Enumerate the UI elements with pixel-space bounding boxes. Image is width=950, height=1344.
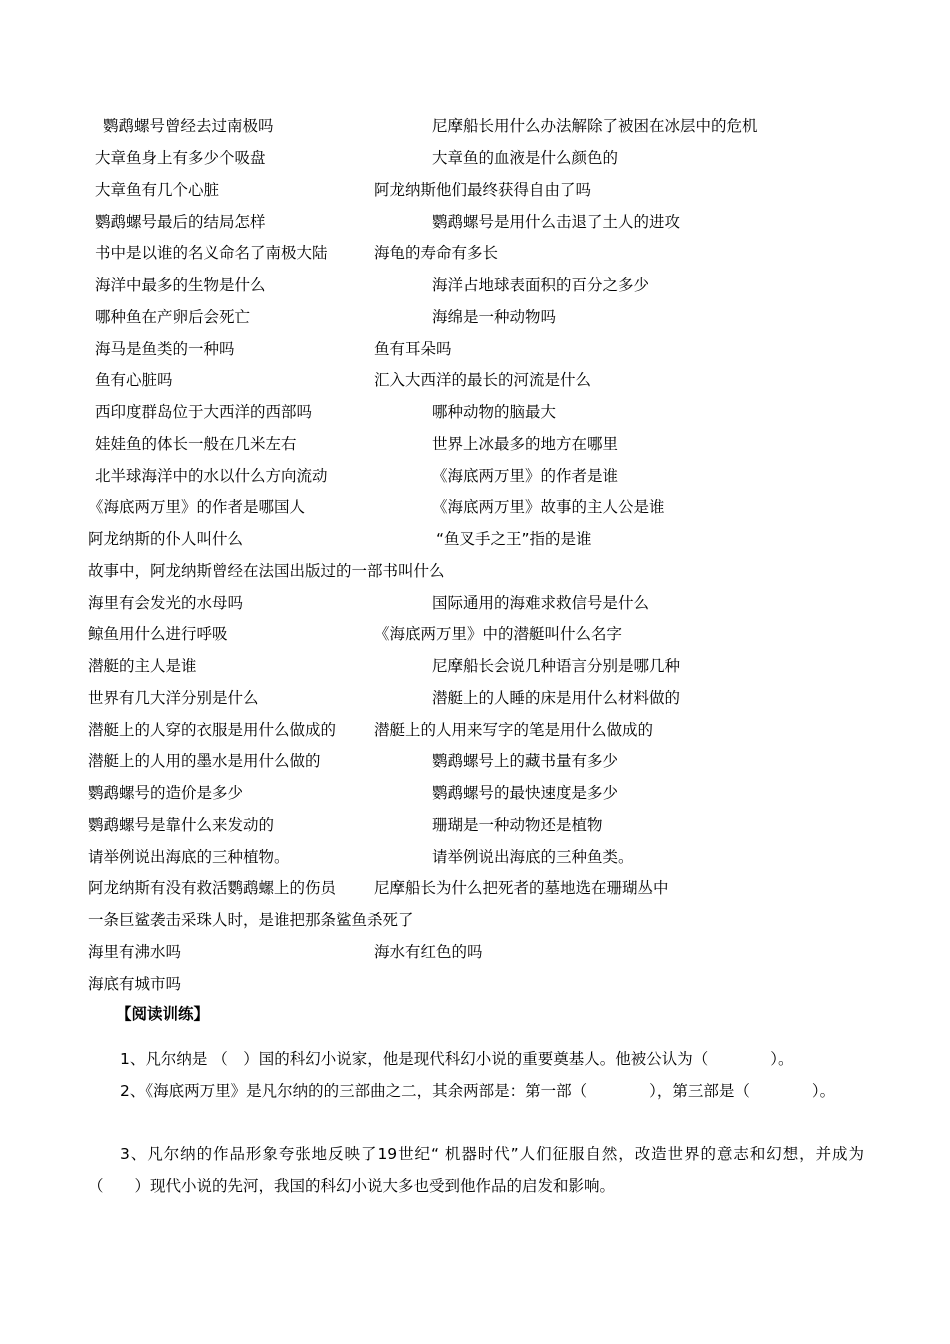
question-item: 鱼有耳朵吗 xyxy=(374,340,452,358)
question-item: 海龟的寿命有多长 xyxy=(374,244,499,262)
question-item: 海水有红色的吗 xyxy=(374,943,483,961)
reading-section-heading: 【阅读训练】 xyxy=(116,1005,210,1023)
question-item: 尼摩船长为什么把死者的墓地选在珊瑚丛中 xyxy=(374,879,669,897)
question-item: 《海底两万里》的作者是谁 xyxy=(432,467,619,485)
question-item: 海洋占地球表面积的百分之多少 xyxy=(432,276,650,294)
question-item: 汇入大西洋的最长的河流是什么 xyxy=(374,371,592,389)
question-item: 潜艇上的人用的墨水是用什么做的 xyxy=(88,752,321,770)
question-item: 《海底两万里》中的潜艇叫什么名字 xyxy=(374,625,623,643)
question-item: 北半球海洋中的水以什么方向流动 xyxy=(95,467,328,485)
question-item: 尼摩船长会说几种语言分别是哪几种 xyxy=(432,657,681,675)
question-item: 潜艇上的人用来写字的笔是用什么做成的 xyxy=(374,721,654,739)
question-item: 请举例说出海底的三种植物。 xyxy=(88,848,290,866)
question-item: 鹦鹉螺号最后的结局怎样 xyxy=(95,213,266,231)
question-item: 国际通用的海难求救信号是什么 xyxy=(432,594,650,612)
question-item: 鹦鹉螺号的最快速度是多少 xyxy=(432,784,619,802)
question-item: 尼摩船长用什么办法解除了被困在冰层中的危机 xyxy=(432,117,758,135)
question-item: 海底有城市吗 xyxy=(88,975,182,993)
question-item: 海洋中最多的生物是什么 xyxy=(95,276,266,294)
exercise-item: 2、《海底两万里》是凡尔纳的的三部曲之二，其余两部是：第一部（ ），第三部是（ ）。 xyxy=(120,1082,836,1100)
question-item: 海马是鱼类的一种吗 xyxy=(95,340,235,358)
exercise-item: 3、凡尔纳的作品形象夸张地反映了19世纪“ 机器时代”人们征服自然，改造世界的意志和幻想，并成为（ ）现代小说的先河，我国的科幻小说大多也受到他作品的启发和影响。 xyxy=(88,1145,864,1195)
question-item: 书中是以谁的名义命名了南极大陆 xyxy=(95,244,328,262)
question-item: 海里有会发光的水母吗 xyxy=(88,594,244,612)
question-item: 珊瑚是一种动物还是植物 xyxy=(432,816,603,834)
question-item: 海里有沸水吗 xyxy=(88,943,182,961)
question-item: 请举例说出海底的三种鱼类。 xyxy=(432,848,634,866)
question-item: 大章鱼的血液是什么颜色的 xyxy=(432,149,619,167)
question-item: 阿龙纳斯有没有救活鹦鹉螺上的伤员 xyxy=(88,879,337,897)
question-item: 鹦鹉螺号是靠什么来发动的 xyxy=(88,816,275,834)
question-item: 娃娃鱼的体长一般在几米左右 xyxy=(95,435,297,453)
question-item: 哪种鱼在产卵后会死亡 xyxy=(95,308,251,326)
question-item: 世界上冰最多的地方在哪里 xyxy=(432,435,619,453)
question-item: 哪种动物的脑最大 xyxy=(432,403,557,421)
question-item: 一条巨鲨袭击采珠人时，是谁把那条鲨鱼杀死了 xyxy=(88,911,414,929)
question-item: 故事中，阿龙纳斯曾经在法国出版过的一部书叫什么 xyxy=(88,562,445,580)
question-item: “鱼叉手之王”指的是谁 xyxy=(436,530,592,548)
question-item: 鹦鹉螺号是用什么击退了土人的进攻 xyxy=(432,213,681,231)
question-item: 潜艇上的人睡的床是用什么材料做的 xyxy=(432,689,681,707)
exercise-item: 1、凡尔纳是 （ ）国的科幻小说家，他是现代科幻小说的重要奠基人。他被公认为（ ）。 xyxy=(120,1050,794,1068)
question-item: 阿龙纳斯的仆人叫什么 xyxy=(88,530,244,548)
question-item: 大章鱼有几个心脏 xyxy=(95,181,220,199)
question-item: 大章鱼身上有多少个吸盘 xyxy=(95,149,266,167)
question-item: 海绵是一种动物吗 xyxy=(432,308,557,326)
question-item: 世界有几大洋分别是什么 xyxy=(88,689,259,707)
question-item: 潜艇的主人是谁 xyxy=(88,657,197,675)
question-item: 潜艇上的人穿的衣服是用什么做成的 xyxy=(88,721,337,739)
question-item: 阿龙纳斯他们最终获得自由了吗 xyxy=(374,181,592,199)
question-item: 鱼有心脏吗 xyxy=(95,371,173,389)
question-item: 《海底两万里》的作者是哪国人 xyxy=(88,498,306,516)
question-item: 鹦鹉螺号曾经去过南极吗 xyxy=(103,117,274,135)
question-item: 西印度群岛位于大西洋的西部吗 xyxy=(95,403,313,421)
question-item: 鹦鹉螺号上的藏书量有多少 xyxy=(432,752,619,770)
question-item: 鲸鱼用什么进行呼吸 xyxy=(88,625,228,643)
question-item: 鹦鹉螺号的造价是多少 xyxy=(88,784,244,802)
question-item: 《海底两万里》故事的主人公是谁 xyxy=(432,498,665,516)
